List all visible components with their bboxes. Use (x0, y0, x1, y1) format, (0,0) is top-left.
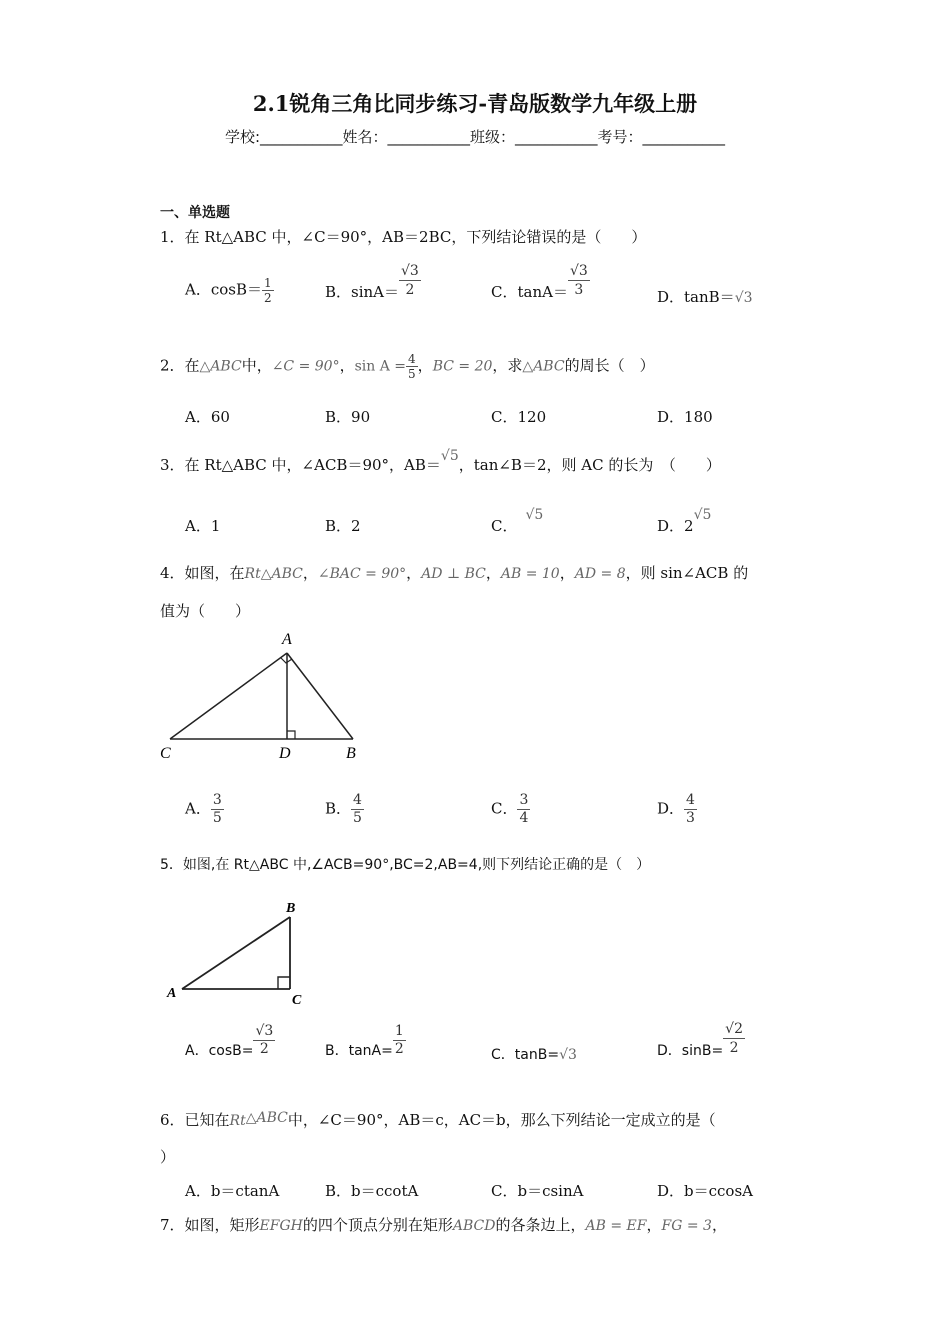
q5-option-d: D．sinB= $\frac{√2}{2}$ (657, 1021, 743, 1059)
question-5-stem: 5．如图,在 Rt△ABC 中,∠ACB=90°,BC=2,AB=4,则下列结论正确的是（ ） (160, 857, 651, 873)
q4-right-angle-d (287, 731, 295, 739)
question-6-stem: 6．已知在Rt△ABC中，∠C＝90°，AB＝c，AC＝b，那么下列结论一定成立的是（ (160, 1110, 716, 1129)
question-6-stem-line2: ） (160, 1148, 176, 1166)
q3-option-b: B．2 (325, 517, 361, 535)
q5-label-b: B (286, 901, 296, 916)
q4-option-c: C． $\frac{3}{4}$ (491, 792, 529, 826)
question-1-stem: 1．在 Rt△ABC 中，∠C＝90°，AB＝2BC，下列结论错误的是（ ） (160, 228, 647, 246)
q5-side-ab (182, 917, 290, 989)
section-heading: 一、单选题 (160, 205, 230, 221)
q2-option-a: A．60 (185, 408, 230, 426)
q4-label-b: B (346, 745, 356, 762)
q6-option-b: B．b＝ccotA (325, 1182, 419, 1200)
q1-option-c: C．tanA＝ $\frac{√3}{3}$ (491, 263, 588, 301)
q4-option-b: B． $\frac{4}{5}$ (325, 792, 362, 826)
q5-option-a: A．cosB= $\frac{√3}{2}$ (185, 1023, 274, 1059)
q4-label-c: C (160, 745, 171, 762)
q5-triangle-figure (160, 893, 320, 1008)
q6-option-c: C．b＝csinA (491, 1182, 584, 1200)
q4-option-a: A． $\frac{3}{5}$ (185, 792, 222, 826)
q6-option-a: A．b＝ctanA (185, 1182, 280, 1200)
q5-label-a: A (167, 986, 177, 1001)
question-4-stem-line2: 值为（ ） (160, 602, 251, 620)
student-info-line: 学校:___________姓名：___________班级：___________考号：___________ (224, 128, 726, 146)
q4-side-ca (170, 653, 287, 739)
question-7-stem: 7．如图，矩形EFGH的四个顶点分别在矩形ABCD的各条边上，AB = EF，FG = 3， (160, 1216, 727, 1234)
q3-option-d: D．2√5 (657, 507, 712, 535)
q4-label-d: D (279, 745, 291, 762)
q3-option-c: C．√5 (491, 507, 544, 535)
q4-label-a: A (282, 631, 292, 648)
q4-side-ab (287, 653, 353, 739)
q4-option-d: D． $\frac{4}{3}$ (657, 792, 695, 826)
q2-option-c: C．120 (491, 408, 547, 426)
q4-triangle-figure (155, 625, 370, 770)
question-3-stem: 3．在 Rt△ABC 中，∠ACB＝90°，AB＝√5，tan∠B＝2，则 AC 的长为 （ ） (160, 448, 721, 474)
q5-label-c: C (292, 993, 302, 1008)
q3-option-a: A．1 (185, 517, 221, 535)
q1-option-d: D．tanB＝√3 (657, 288, 753, 306)
question-2-stem: 2．在△ABC中，∠C = 90°，sin A = $\frac{4}{5}$ ，BC = 20，求△ABC的周长（ ） (160, 352, 655, 381)
q1-option-a: A．cosB＝ $\frac{1}{2}$ (185, 276, 272, 305)
q5-option-b: B．tanA= $\frac{1}{2}$ (325, 1023, 404, 1059)
page-title: 2.1锐角三角比同步练习-青岛版数学九年级上册 (252, 91, 698, 116)
q1-option-b: B．sinA＝ $\frac{√3}{2}$ (325, 263, 419, 301)
q5-option-c: C．tanB=√3 (491, 1047, 577, 1063)
q6-option-d: D．b＝ccosA (657, 1182, 753, 1200)
q2-option-d: D．180 (657, 408, 713, 426)
q2-option-b: B．90 (325, 408, 371, 426)
q5-right-angle-c (278, 977, 290, 989)
question-4-stem: 4．如图，在Rt△ABC，∠BAC = 90°，AD ⊥ BC，AB = 10，AD = 8，则 sin∠ACB 的 (160, 564, 749, 582)
